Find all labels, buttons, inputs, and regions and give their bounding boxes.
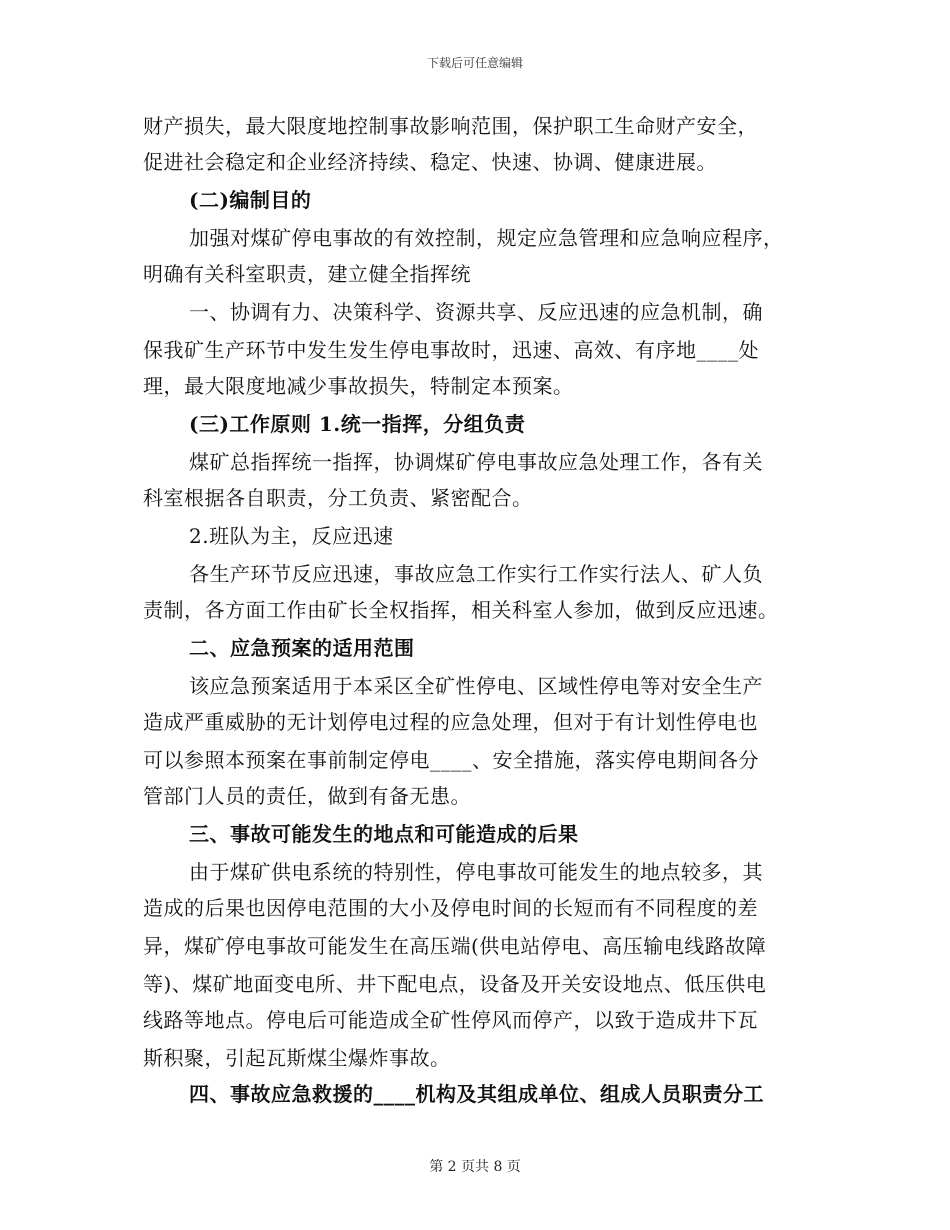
paragraph-line: 理，最大限度地减少事故损失，特制定本预案。 bbox=[143, 374, 574, 398]
paragraph-line: 煤矿总指挥统一指挥，协调煤矿停电事故应急处理工作，各有关 bbox=[189, 450, 763, 474]
section-heading: 三、事故可能发生的地点和可能造成的后果 bbox=[189, 822, 579, 846]
paragraph-line: 斯积聚，引起瓦斯煤尘爆炸事故。 bbox=[143, 1046, 451, 1070]
paragraph-line: 保我矿生产环节中发生发生停电事故时，迅速、高效、有序地____处 bbox=[143, 338, 759, 362]
paragraph-line: 一、协调有力、决策科学、资源共享、反应迅速的应急机制，确 bbox=[189, 300, 763, 324]
paragraph-line: 异，煤矿停电事故可能发生在高压端(供电站停电、高压输电线路故障 bbox=[143, 934, 767, 958]
paragraph-line: 促进社会稳定和企业经济持续、稳定、快速、协调、健康进展。 bbox=[143, 150, 717, 174]
paragraph-line: 线路等地点。停电后可能造成全矿性停风而停产，以致于造成井下瓦 bbox=[143, 1008, 758, 1032]
section-heading: (三)工作原则 1.统一指挥，分组负责 bbox=[189, 412, 526, 436]
paragraph-line: 管部门人员的责任，做到有备无患。 bbox=[143, 784, 471, 808]
paragraph-line: 明确有关科室职责，建立健全指挥统 bbox=[143, 262, 471, 286]
paragraph-line: 科室根据各自职责，分工负责、紧密配合。 bbox=[143, 486, 533, 510]
paragraph-line: 该应急预案适用于本采区全矿性停电、区域性停电等对安全生产 bbox=[189, 674, 763, 698]
page-footer: 第 2 页共 8 页 bbox=[429, 1159, 521, 1175]
paragraph-line: 可以参照本预案在事前制定停电____、安全措施，落实停电期间各分 bbox=[143, 748, 759, 772]
paragraph-line: 2.班队为主，反应迅速 bbox=[189, 524, 394, 548]
section-heading: 二、应急预案的适用范围 bbox=[189, 636, 415, 660]
paragraph-line: 财产损失，最大限度地控制事故影响范围，保护职工生命财产安全， bbox=[143, 114, 758, 138]
paragraph-line: 责制，各方面工作由矿长全权指挥，相关科室人参加，做到反应迅速。 bbox=[143, 598, 779, 622]
paragraph-line: 各生产环节反应迅速，事故应急工作实行工作实行法人、矿人负 bbox=[189, 562, 763, 586]
paragraph-line: 加强对煤矿停电事故的有效控制，规定应急管理和应急响应程序， bbox=[189, 226, 784, 250]
page-header: 下载后可任意编辑 bbox=[426, 56, 523, 70]
paragraph-line: 造成的后果也因停电范围的大小及停电时间的长短而有不同程度的差 bbox=[143, 896, 758, 920]
paragraph-line: 造成严重威胁的无计划停电过程的应急处理，但对于有计划性停电也 bbox=[143, 710, 758, 734]
section-heading: (二)编制目的 bbox=[189, 188, 312, 212]
paragraph-line: 由于煤矿供电系统的特别性，停电事故可能发生的地点较多，其 bbox=[189, 860, 763, 884]
section-heading: 四、事故应急救援的____机构及其组成单位、组成人员职责分工 bbox=[189, 1082, 764, 1106]
paragraph-line: 等)、煤矿地面变电所、井下配电点，设备及开关安设地点、低压供电 bbox=[143, 972, 767, 996]
